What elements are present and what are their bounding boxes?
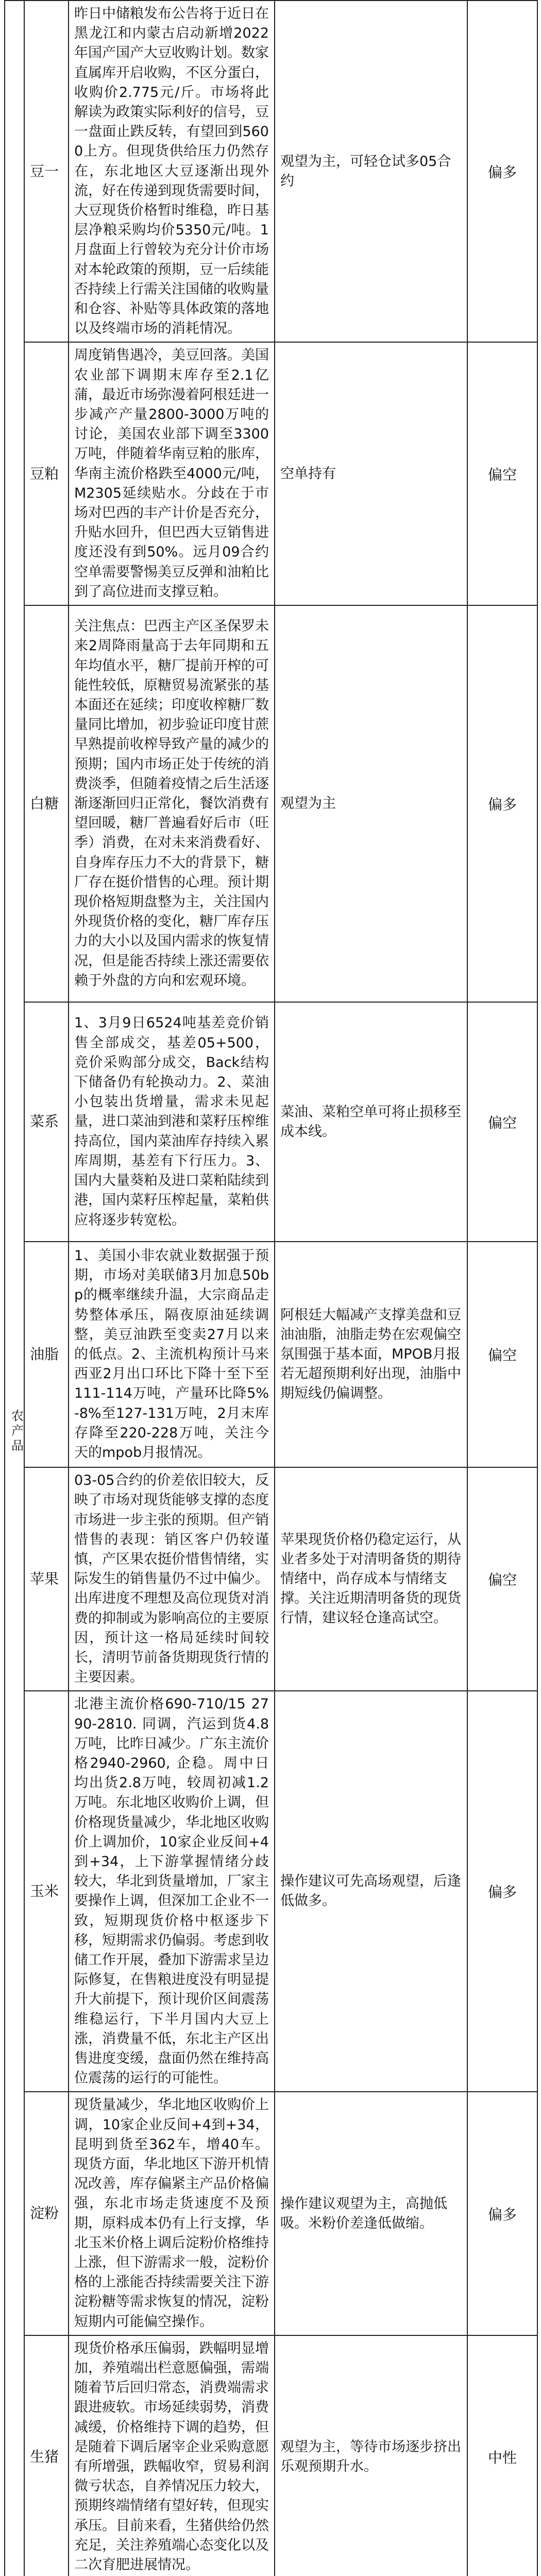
analysis-text: 周度销售遇冷，美豆回落。美国农业部下调期末库存至2.1亿蒲，最近市场弥漫着阿根廷进一步减产产量2800-3000万吨的讨论，美国农业部下调至3300万吨，伴随着华南豆粕的胀库，华南主流价格跌至4000元/吨，M2305延续贴水。分歧在于市场对巴西的丰产计价是否充分，升贴水回升，但巴西大豆销售进度还没有到50%。远月09合约空单需要警惕美豆反弹和油粕比到了高位进而支撑豆粕。 [69, 342, 275, 605]
sector-label: 农产品 [11, 1409, 24, 1453]
view-label: 偏多 [467, 1, 537, 342]
view-label: 偏多 [467, 1691, 537, 2092]
commodity-name: 菜系 [24, 1002, 69, 1242]
analysis-text: 现货量减少，华北地区收购价上调，10家企业反间+4到+34，昆明到货至362车，增40车。现货方面，华北地区下游开机情况改善，库存偏紧主产品价格偏强，东北市场走货速度不及预期，原料成本仍有上行支撑，华北玉米价格上调后淀粉价格维持上涨，但下游需求一般，淀粉价格的上涨能否持续需要关注下游淀粉糖等需求恢复的情况，淀粉短期内可能偏空操作。 [69, 2092, 275, 2335]
view-label: 偏多 [467, 2092, 537, 2335]
view-label: 偏空 [467, 1467, 537, 1691]
commodity-name: 淀粉 [24, 2092, 69, 2335]
analysis-text: 1、美国小非农就业数据强于预期，市场对美联储3月加息50bp的概率继续升温，大宗商品走势整体承压，隔夜原油延续调整，美豆油跌至变卖27月以来的低点。2、主流机构预计马来西亚2月出口环比下降十至下至111-114万吨，产量环比降5%-8%至127-131万吨，2月末库存降至220-228万吨，关注今天的mpob月报情况。 [69, 1242, 275, 1467]
analysis-text: 1、3月9日6524吨基差竞价销售全部成交，基差05+500，竞价采购部分成交，Back结构下储备仍有轮换动力。2、菜油小包装出货增量，需求未见起量，进口菜油到港和菜籽压榨维持高位，国内菜油库存持续入累库周期，基差有下行压力。3、国内大量葵粕及进口菜粕陆续到港，国内菜籽压榨起量，菜粕供应将逐步转宽松。 [69, 1002, 275, 1242]
commodity-name: 豆粕 [24, 342, 69, 605]
advice-text: 空单持有 [275, 342, 467, 605]
table-row [5, 1242, 537, 1467]
analysis-text: 现货价格承压偏弱，跌幅明显增加，养殖端出栏意愿偏强，需端随着节后回归常态，消费端需求跟进疲软。市场延续弱势，消费减缓，价格维持下调的趋势，但是随着下调后屠宰企业采购意愿有所增强，跌幅收窄，贸易利润微亏状态，自养情况压力较大，预期终端情绪有望好转，但现实承压。目前来看，生猪供给仍然充足，关注养殖端心态变化以及二次育肥进展情况。 [69, 2335, 275, 2576]
table-row [5, 1, 537, 342]
commodity-name: 玉米 [24, 1691, 69, 2092]
analysis-text: 关注焦点：巴西主产区圣保罗未来2周降雨量高于去年同期和五年均值水平，糖厂提前开榨的可能性较低，原糖贸易流紧张的基本面还在延续；印度收榨糖厂数量同比增加，初步验证印度甘蔗早熟提前收榨导致产量的减少的预期；国内市场正处于传统的消费淡季，但随着疫情之后生活逐渐逐渐回归正常化，餐饮消费有望回暖，糖厂普遍看好后市（旺季）消费，在对未来消费看好、自身库存压力不大的背景下，糖厂存在挺价惜售的心理。预计期现价格短期盘整为主，关注国内外现货价格的变化，糖厂库存压力的大小以及国内需求的恢复情况，但是能否持续上涨还需要依赖于外盘的方向和宏观环境。 [69, 605, 275, 1002]
view-label: 偏空 [467, 1002, 537, 1242]
table-row [5, 1691, 537, 2092]
table-row [5, 1467, 537, 1691]
table-row [5, 2335, 537, 2576]
commodity-name: 豆一 [24, 1, 69, 342]
table-row [5, 2092, 537, 2335]
commodity-name: 油脂 [24, 1242, 69, 1467]
view-label: 偏空 [467, 1242, 537, 1467]
commodity-name: 生猪 [24, 2335, 69, 2576]
view-label: 偏空 [467, 342, 537, 605]
view-label: 偏多 [467, 605, 537, 1002]
analysis-text: 03-05合约的价差依旧较大，反映了市场对现货能够支撑的态度市场进一步主张的预期。但产销惜售的表现：销区客户仍较谨慎，产区果农挺价惜售情绪，实际发生的销售量仍不过中偏少。出库进度不理想及高位现货对消费的抑制或为影响高位的主要原因，预计这一格局延续时间较长，清明节前备货期现货行情的主要因素。 [69, 1467, 275, 1691]
table-row [5, 605, 537, 1002]
sector-label-cell [5, 1, 24, 2576]
commodity-table [4, 0, 538, 2576]
commodity-name: 苹果 [24, 1467, 69, 1691]
advice-text: 观望为主，等待市场逐步挤出乐观预期升水。 [275, 2335, 467, 2576]
table-row [5, 1002, 537, 1242]
advice-text: 苹果现货价格仍稳定运行，从业者多处于对清明备货的期待情绪中，尚存成本与情绪支撑。关注近期清明备货的现货行情，建议轻仓逢高试空。 [275, 1467, 467, 1691]
analysis-text: 昨日中储粮发布公告将于近日在黑龙江和内蒙古启动新增2022年国产国产大豆收购计划。数家直属库开启收购，不区分蛋白，收购价2.775元/斤。市场将此解读为政策实际利好的信号，豆一盘面止跌反转，有望回到5600上方。但现货供给压力仍然存在，东北地区大豆逐渐出现外流，好在传递到现货需要时间，大豆现货价格暂时维稳，昨日基层净粮采购均价5350元/吨。1月盘面上行曾较为充分计价市场对本轮政策的预期，豆一后续能否持续上行需关注国储的收购量和仓容、补贴等具体政策的落地以及终端市场的消耗情况。 [69, 1, 275, 342]
advice-text: 菜油、菜粕空单可将止损移至成本线。 [275, 1002, 467, 1242]
commodity-name: 白糖 [24, 605, 69, 1002]
advice-text: 阿根廷大幅减产支撑美盘和豆油油脂，油脂走势在宏观偏空氛围强于基本面，MPOB月报若无超预期利好出现，油脂中期短线仍偏调整。 [275, 1242, 467, 1467]
view-label: 中性 [467, 2335, 537, 2576]
analysis-text: 北港主流价格690-710/15 2790-2810. 同调，汽运到货4.8万吨，比昨日减少。广东主流价格2940-2960, 企稳。周中日均出货2.8万吨，较周初减1.2万吨。东北地区收购价上调，但价格现货量减少，华北地区收购价上调加价，10家企业反间+4到+34，上下游掌握情绪分歧较大，华北到货量增加，厂家主要操作上调，但深加工企业不一致，短期现货价格中枢逐步下移，短期需求仍偏弱。考虑到收储工作开展，叠加下游需求呈边际修复，在售粮进度没有明显提升大前提下，预计现价区间震荡维稳运行，下半月国内大豆上涨，消费量不低，东北主产区出售进度变缓，盘面仍然在维持高位震荡的运行的可能性。 [69, 1691, 275, 2092]
table-row [5, 342, 537, 605]
advice-text: 观望为主，可轻仓试多05合约 [275, 1, 467, 342]
advice-text: 操作建议可先高场观望，后逢低做多。 [275, 1691, 467, 2092]
advice-text: 操作建议观望为主，高抛低吸。米粉价差逢低做缩。 [275, 2092, 467, 2335]
advice-text: 观望为主 [275, 605, 467, 1002]
